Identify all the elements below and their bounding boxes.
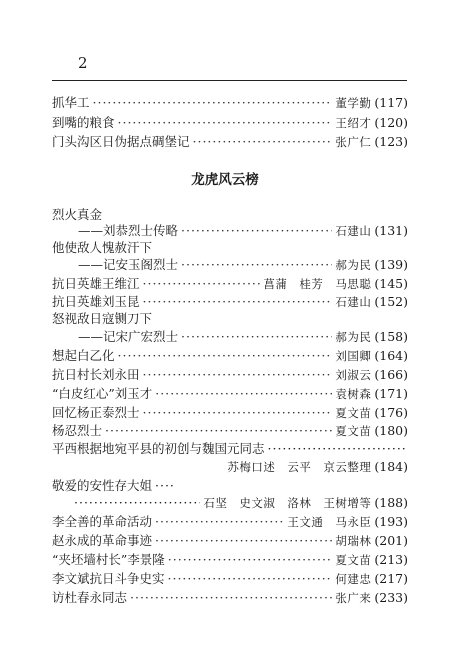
toc-entry[interactable] — [52, 293, 408, 311]
leader-dots — [118, 114, 333, 132]
leader-dots — [155, 477, 173, 495]
entry-main-title[interactable]: 怒视敌日寇铡刀下 — [52, 311, 153, 326]
leader-dots — [143, 404, 333, 422]
page-number: 2 — [78, 54, 88, 72]
entry-title: 杨忍烈士 — [52, 423, 103, 438]
leader-dots — [193, 133, 333, 151]
entry-page: (201) — [374, 533, 408, 548]
entry-title: 抗日村长刘永田 — [52, 367, 140, 382]
toc-entry[interactable] — [52, 551, 408, 569]
entry-title: 李全善的革命活动 — [52, 514, 153, 529]
entry-author: 石建山 — [335, 295, 372, 309]
entry-author: 刘淑云 — [335, 368, 372, 382]
toc-entry[interactable] — [52, 347, 408, 365]
entry-author: 夏文苗 — [335, 424, 372, 438]
entry-author: 郝为民 — [335, 258, 372, 272]
leader-dots — [143, 293, 333, 311]
leader-dots — [155, 385, 332, 403]
entry-author: 郝为民 — [335, 330, 372, 344]
toc-entry[interactable] — [52, 366, 408, 384]
entry-page: (180) — [374, 423, 408, 438]
entry-title: 想起白乙化 — [52, 348, 115, 363]
entry-title: 访杜春永同志 — [52, 590, 128, 605]
entry-page: (233) — [374, 590, 408, 605]
entry-page: (171) — [374, 386, 408, 401]
entry-title: 回忆杨正泰烈士 — [52, 405, 140, 420]
entry-main-title: 敬爱的安性存大姐 — [52, 478, 153, 493]
toc-entry[interactable] — [52, 275, 408, 293]
entry-page: (123) — [374, 134, 408, 149]
leader-dots — [168, 570, 333, 588]
entry-main-title: 平西根据地宛平县的初创与魏国元同志 — [52, 441, 265, 456]
leader-dots — [168, 551, 333, 569]
entry-author: 苏梅口述 云平 京云整理 — [227, 460, 372, 474]
leader-dots — [143, 366, 333, 384]
entry-page: (120) — [374, 115, 408, 130]
entry-author: 张广来 — [335, 591, 372, 605]
toc-entry[interactable] — [78, 328, 408, 346]
toc-entry[interactable] — [52, 385, 408, 403]
entry-title: 李文斌抗日斗争史实 — [52, 571, 165, 586]
entry-page: (158) — [374, 329, 408, 344]
toc-entry[interactable] — [78, 222, 408, 240]
entry-page: (131) — [374, 223, 408, 238]
entry-author: 石坚 史文淑 洛林 王树增等 — [203, 496, 372, 510]
entry-main-title[interactable]: 他使敌人愧赦汗下 — [52, 240, 153, 255]
entry-author: 夏文苗 — [335, 406, 372, 420]
entry-author: 刘国卿 — [335, 349, 372, 363]
leader-dots — [181, 256, 332, 274]
header-rule — [52, 80, 407, 81]
entry-page: (184) — [374, 459, 408, 474]
entry-page: (213) — [374, 552, 408, 567]
entry-author: 夏文苗 — [335, 553, 372, 567]
entry-page: (166) — [374, 367, 408, 382]
entry-subtitle: ——记宋广宏烈士 — [78, 329, 179, 344]
entry-author: 菖蒲 桂芳 马思聪 — [263, 277, 372, 291]
entry-page: (164) — [374, 348, 408, 363]
leader-dots — [74, 494, 200, 512]
leader-dots — [155, 532, 332, 550]
toc-entry-author-line[interactable] — [52, 458, 408, 476]
leader-dots — [268, 440, 405, 458]
leader-dots — [155, 513, 284, 531]
entry-title: 抗日英雄刘玉昆 — [52, 294, 140, 309]
entry-author: 石建山 — [335, 224, 372, 238]
leader-dots — [181, 328, 332, 346]
entry-page: (117) — [374, 95, 408, 110]
leader-dots — [118, 347, 333, 365]
entry-title: 门头沟区日伪据点碉堡记 — [52, 134, 190, 149]
entry-author: 董学勤 — [335, 96, 372, 110]
toc-entry-author-line[interactable] — [52, 494, 408, 512]
toc-entry[interactable] — [52, 133, 408, 151]
entry-title: “白皮红心”刘玉才 — [52, 386, 153, 401]
leader-dots — [143, 275, 261, 293]
entry-page: (145) — [374, 276, 408, 291]
entry-page: (152) — [374, 294, 408, 309]
entry-subtitle: ——记安玉阁烈士 — [78, 257, 179, 272]
entry-subtitle: ——刘恭烈士传略 — [78, 223, 179, 238]
leader-dots — [130, 589, 332, 607]
entry-page: (193) — [374, 514, 408, 529]
entry-main-title[interactable]: 烈火真金 — [52, 207, 103, 222]
entry-author: 袁树森 — [335, 387, 372, 401]
toc-entry[interactable] — [52, 589, 408, 607]
entry-title: “夹坯墙村长”李景隆 — [52, 552, 165, 567]
entry-title: 抗日英雄王维江 — [52, 276, 140, 291]
entry-author: 张广仁 — [335, 135, 372, 149]
entry-page: (139) — [374, 257, 408, 272]
leader-dots — [93, 94, 333, 112]
leader-dots — [105, 422, 332, 440]
toc-entry[interactable] — [78, 256, 408, 274]
toc-entry[interactable] — [52, 422, 408, 440]
entry-page: (176) — [374, 405, 408, 420]
toc-entry-title-line[interactable] — [52, 477, 408, 495]
entry-title: 到嘴的粮食 — [52, 115, 115, 130]
toc-entry[interactable] — [52, 94, 408, 112]
toc-entry[interactable] — [52, 114, 408, 132]
toc-entry-title-line[interactable] — [52, 440, 408, 458]
entry-author: 胡瑞林 — [335, 534, 372, 548]
entry-page: (188) — [374, 495, 408, 510]
toc-entry[interactable] — [52, 404, 408, 422]
leader-dots — [181, 222, 332, 240]
entry-page: (217) — [374, 571, 408, 586]
entry-author: 王绍才 — [335, 116, 372, 130]
entry-title: 抓华工 — [52, 95, 90, 110]
toc-entry[interactable] — [52, 513, 408, 531]
toc-entry[interactable] — [52, 532, 408, 550]
entry-author: 王文通 马永臣 — [287, 515, 372, 529]
entry-author: 何建忠 — [335, 572, 372, 586]
toc-entry[interactable] — [52, 570, 408, 588]
entry-title: 赵永成的革命事迹 — [52, 533, 153, 548]
section-title: 龙虎风云榜 — [191, 172, 259, 188]
